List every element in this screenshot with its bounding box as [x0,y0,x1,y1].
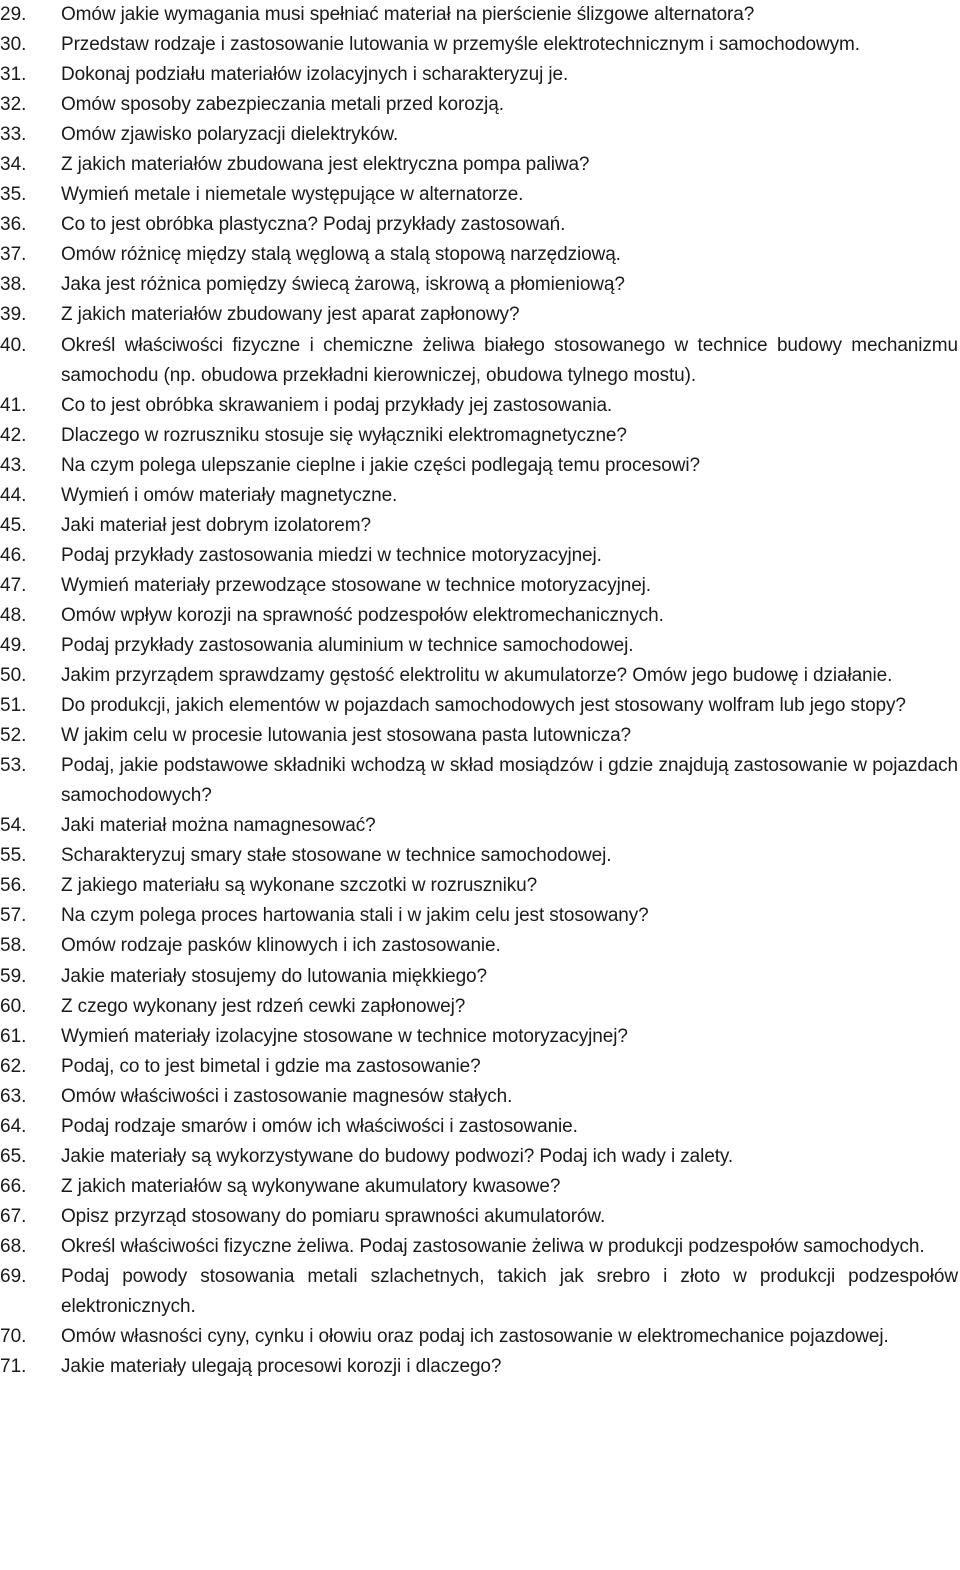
question-text: Omów wpływ korozji na sprawność podzespołów elektromechanicznych. [61,604,664,626]
question-text: Omów rodzaje pasków klinowych i ich zastosowanie. [61,935,501,957]
question-text: Jaka jest różnica pomiędzy świecą żarową, iskrową a płomieniową? [61,274,625,296]
list-item [0,721,958,751]
question-number: 44. [0,484,27,506]
question-number: 34. [0,154,27,176]
question-number: 57. [0,905,27,927]
question-number: 54. [0,815,27,837]
question-number: 49. [0,634,27,656]
list-item [0,270,958,300]
question-number: 51. [0,695,27,717]
question-number: 55. [0,845,27,867]
question-text: Dlaczego w rozruszniku stosuje się wyłączniki elektromagnetyczne? [61,424,627,446]
question-text: Opisz przyrząd stosowany do pomiaru sprawności akumulatorów. [61,1205,606,1227]
question-text: Co to jest obróbka plastyczna? Podaj przykłady zastosowań. [61,214,566,236]
question-number: 56. [0,875,27,897]
question-text: Jaki materiał jest dobrym izolatorem? [61,514,371,536]
question-number: 33. [0,124,27,146]
list-item [0,601,958,631]
list-item [0,1082,958,1112]
list-item [0,901,958,931]
list-item [0,962,958,992]
question-number: 52. [0,725,27,747]
list-item [0,451,958,481]
question-number: 41. [0,394,27,416]
question-text: Omów jakie wymagania musi spełniać materiał na pierścienie ślizgowe alternatora? [61,4,755,25]
list-item [0,1172,958,1202]
question-number: 58. [0,935,27,957]
list-item [0,1202,958,1232]
question-number: 53. [0,755,27,777]
question-number: 70. [0,1326,27,1348]
question-text: Scharakteryzuj smary stałe stosowane w technice samochodowej. [61,845,612,867]
question-number: 37. [0,244,27,266]
question-text: Podaj przykłady zastosowania aluminium w technice samochodowej. [61,634,634,656]
question-number: 42. [0,424,27,446]
list-item [0,30,958,60]
list-item [0,661,958,691]
question-text: Omów zjawisko polaryzacji dielektryków. [61,124,399,146]
list-item [0,811,958,841]
question-number: 66. [0,1175,27,1197]
question-number: 46. [0,544,27,566]
list-item [0,691,958,721]
list-item [0,1352,958,1382]
question-text: Dokonaj podziału materiałów izolacyjnych i scharakteryzuj je. [61,64,569,86]
question-text: Omów sposoby zabezpieczania metali przed korozją. [61,94,504,116]
list-item [0,90,958,120]
question-text: Jakie materiały stosujemy do lutowania miękkiego? [61,965,487,987]
question-text: Omów różnicę między stalą węglową a stalą stopową narzędziową. [61,244,621,266]
list-item [0,391,958,421]
list-item [0,1142,958,1172]
question-text: Podaj przykłady zastosowania miedzi w technice motoryzacyjnej. [61,544,602,566]
question-number: 48. [0,604,27,626]
question-number: 40. [0,334,27,356]
question-number: 47. [0,574,27,596]
question-number: 60. [0,995,27,1017]
list-item [0,240,958,270]
question-number: 43. [0,454,27,476]
question-number: 63. [0,1085,27,1107]
question-text: Omów właściwości i zastosowanie magnesów stałych. [61,1085,513,1107]
question-text: Określ właściwości fizyczne i chemiczne żeliwa białego stosowanego w technice budowy mechanizmu samochodu (np. obudowa przekładni kierowniczej, obudowa tylnego mostu). [61,334,958,386]
list-item [0,0,958,30]
question-text: Co to jest obróbka skrawaniem i podaj przykłady jej zastosowania. [61,394,613,416]
list-item [0,1112,958,1142]
list-item [0,60,958,90]
question-text: Podaj rodzaje smarów i omów ich właściwości i zastosowanie. [61,1115,578,1137]
question-text: Jakie materiały są wykorzystywane do budowy podwozi? Podaj ich wady i zalety. [61,1145,734,1167]
question-number: 61. [0,1025,27,1047]
list-item [0,1322,958,1352]
list-item [0,481,958,511]
list-item [0,931,958,961]
question-number: 36. [0,214,27,236]
question-text: W jakim celu w procesie lutowania jest stosowana pasta lutownicza? [61,725,632,747]
list-item [0,1052,958,1082]
list-item [0,120,958,150]
list-item [0,1232,958,1262]
list-item [0,541,958,571]
question-text: Przedstaw rodzaje i zastosowanie lutowania w przemyśle elektrotechnicznym i samochodowym. [61,34,860,56]
question-text: Do produkcji, jakich elementów w pojazdach samochodowych jest stosowany wolfram lub jego stopy? [61,695,906,717]
question-text: Z jakich materiałów zbudowany jest aparat zapłonowy? [61,304,520,326]
list-item [0,871,958,901]
question-text: Na czym polega proces hartowania stali i w jakim celu jest stosowany? [61,905,649,927]
question-number: 45. [0,514,27,536]
list-item [0,300,958,330]
list-item [0,421,958,451]
list-item [0,331,958,391]
question-text: Podaj, jakie podstawowe składniki wchodzą w skład mosiądzów i gdzie znajdują zastosowanie w pojazdach samochodowych? [61,755,958,807]
question-text: Jakie materiały ulegają procesowi korozji i dlaczego? [61,1356,502,1378]
question-number: 50. [0,665,27,687]
list-item [0,1262,958,1322]
question-number: 67. [0,1205,27,1227]
list-item [0,751,958,811]
question-text: Jakim przyrządem sprawdzamy gęstość elektrolitu w akumulatorze? Omów jego budowę i działanie. [61,665,893,687]
question-text: Z czego wykonany jest rdzeń cewki zapłonowej? [61,995,466,1017]
question-number: 29. [0,4,27,25]
question-text: Z jakiego materiału są wykonane szczotki w rozruszniku? [61,875,538,897]
list-item [0,511,958,541]
question-text: Omów własności cyny, cynku i ołowiu oraz podaj ich zastosowanie w elektromechanice pojazdowej. [61,1326,889,1348]
list-item [0,631,958,661]
question-text: Z jakich materiałów zbudowana jest elektryczna pompa paliwa? [61,154,590,176]
question-text: Określ właściwości fizyczne żeliwa. Podaj zastosowanie żeliwa w produkcji podzespołów samochodych. [61,1235,925,1257]
question-number: 30. [0,34,27,56]
question-number: 71. [0,1356,27,1378]
question-number: 31. [0,64,27,86]
question-number: 64. [0,1115,27,1137]
question-number: 69. [0,1265,27,1287]
list-item [0,210,958,240]
question-text: Podaj, co to jest bimetal i gdzie ma zastosowanie? [61,1055,481,1077]
list-item [0,1022,958,1052]
list-item [0,992,958,1022]
question-number: 59. [0,965,27,987]
question-number: 32. [0,94,27,116]
question-text: Wymień materiały izolacyjne stosowane w technice motoryzacyjnej? [61,1025,628,1047]
question-text: Wymień i omów materiały magnetyczne. [61,484,398,506]
question-number: 65. [0,1145,27,1167]
question-text: Jaki materiał można namagnesować? [61,815,376,837]
question-text: Wymień materiały przewodzące stosowane w technice motoryzacyjnej. [61,574,651,596]
question-text: Wymień metale i niemetale występujące w alternatorze. [61,184,524,206]
question-number: 38. [0,274,27,296]
list-item [0,571,958,601]
question-number: 62. [0,1055,27,1077]
question-number: 68. [0,1235,27,1257]
question-number: 35. [0,184,27,206]
question-text: Na czym polega ulepszanie cieplne i jakie części podlegają temu procesowi? [61,454,700,476]
list-item [0,841,958,871]
question-number: 39. [0,304,27,326]
question-text: Z jakich materiałów są wykonywane akumulatory kwasowe? [61,1175,561,1197]
question-text: Podaj powody stosowania metali szlachetnych, takich jak srebro i złoto w produkcji podzespołów elektronicznych. [61,1265,958,1318]
list-item [0,150,958,180]
list-item [0,180,958,210]
